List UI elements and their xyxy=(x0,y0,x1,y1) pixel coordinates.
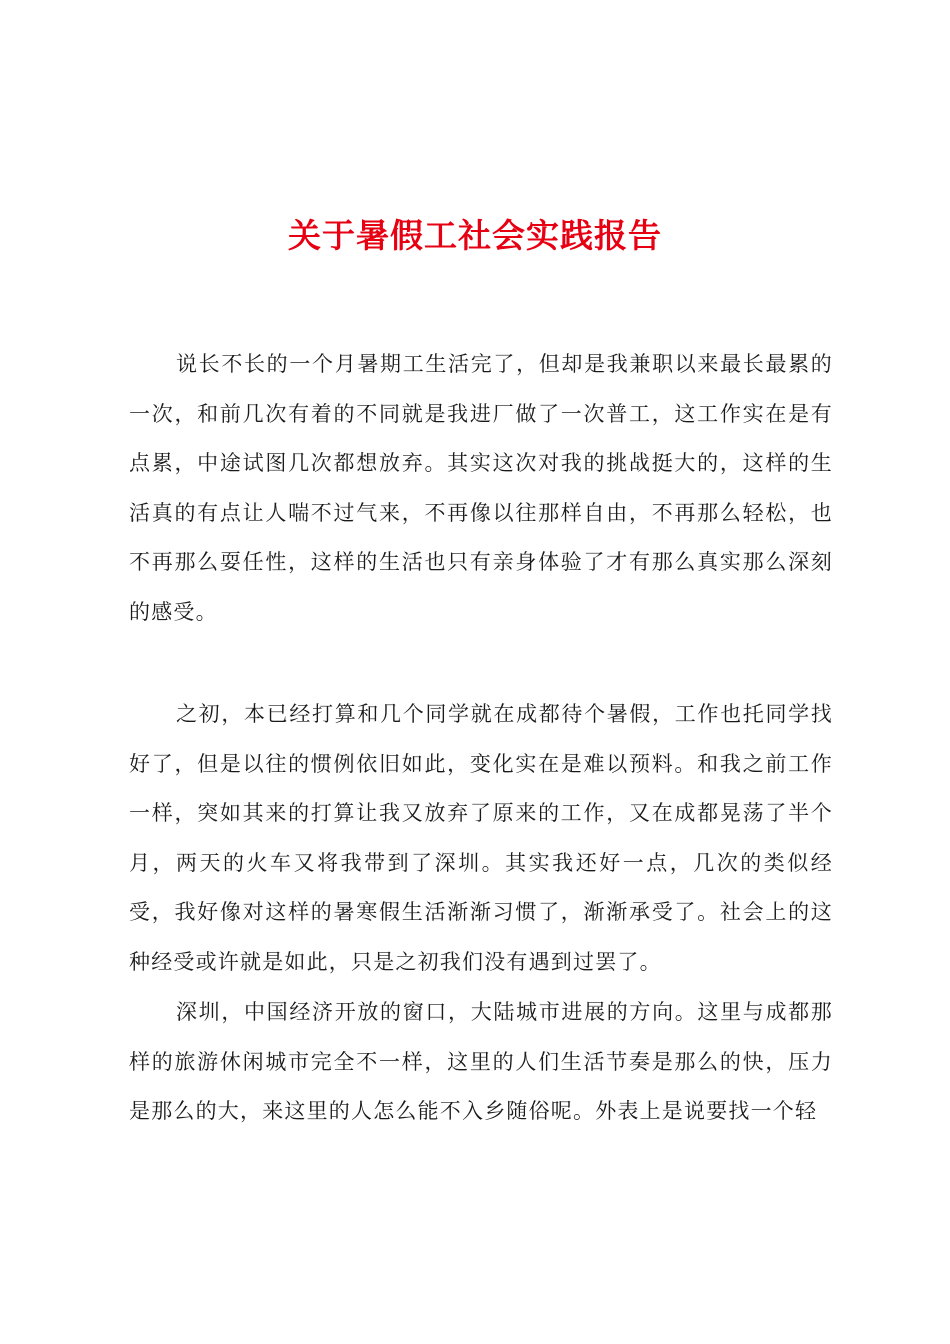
paragraph-2: 之初，本已经打算和几个同学就在成都待个暑假，工作也托同学找好了，但是以往的惯例依旧如此，变化实在是难以预料。和我之前工作一样，突如其来的打算让我又放弃了原来的工作，又在成都晃荡了半个月，两天的火车又将我带到了深圳。其实我还好一点，几次的类似经受，我好像对这样的暑寒假生活渐渐习惯了，渐渐承受了。社会上的这种经受或许就是如此，只是之初我们没有遇到过罢了。 xyxy=(129,702,833,974)
document-title: 关于暑假工社会实践报告 xyxy=(288,216,662,255)
paragraph-3: 深圳，中国经济开放的窗口，大陆城市进展的方向。这里与成都那样的旅游休闲城市完全不一样，这里的人们生活节奏是那么的快，压力是那么的大，来这里的人怎么能不入乡随俗呢。外表上是说要找一个轻 xyxy=(129,1000,833,1123)
paragraph-1: 说长不长的一个月暑期工生活完了，但却是我兼职以来最长最累的一次，和前几次有着的不同就是我进厂做了一次普工，这工作实在是有点累，中途试图几次都想放弃。其实这次对我的挑战挺大的，这样的生活真的有点让人喘不过气来，不再像以往那样自由，不再那么轻松，也不再那么耍任性，这样的生活也只有亲身体验了才有那么真实那么深刻的感受。 xyxy=(129,352,833,624)
